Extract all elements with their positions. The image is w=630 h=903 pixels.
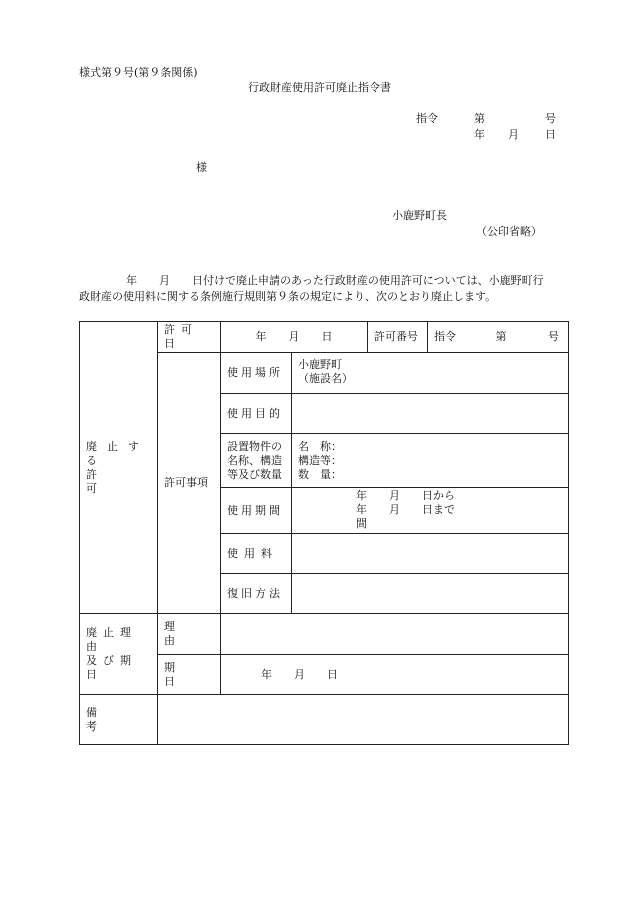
cell-use-place-label <box>221 353 292 394</box>
cell-restoration-value <box>292 574 569 614</box>
cell-usage-fee-value <box>292 534 569 574</box>
cell-reason-label <box>158 614 221 655</box>
header-month: 月 <box>508 128 519 141</box>
use-purpose-label: 使用目的 <box>227 406 283 420</box>
cell-permit-number-value <box>428 322 569 353</box>
header-day: 日 <box>545 128 556 141</box>
restoration-method-label: 復旧方法 <box>227 586 283 600</box>
reason-section-line2: 及び期日 <box>86 654 137 681</box>
due-date-label: 期日 <box>164 660 197 688</box>
cell-use-purpose-label <box>221 394 292 434</box>
use-place-town: 小鹿野町 <box>298 358 342 371</box>
section-revoked-line2: 許可 <box>86 467 141 495</box>
body-text-line2: 政財産の使用料に関する条例施行規則第９条の規定により、次のとおり廃止します。 <box>79 290 497 303</box>
body-text-line1: 年 月 日付けで廃止申請のあった行政財産の使用許可については、小鹿野町行 <box>126 274 544 287</box>
cell-permit-date-value <box>221 322 368 353</box>
use-period-from: 年 月 日から <box>356 489 455 502</box>
directive-dai: 第 <box>474 112 485 125</box>
issuer-name: 小鹿野町長 <box>392 209 447 222</box>
cell-permit-date-label <box>158 322 221 353</box>
cell-use-period-label <box>221 488 292 534</box>
seal-omitted-note: （公印省略） <box>476 225 542 238</box>
cell-use-period-value <box>292 488 569 534</box>
cell-use-purpose-value <box>292 394 569 434</box>
cell-usage-fee-label <box>221 534 292 574</box>
usage-fee-label: 使用料 <box>227 546 278 560</box>
cell-installed-items-value <box>292 434 569 488</box>
header-year: 年 <box>474 128 485 141</box>
permit-number-dai: 第 <box>495 330 507 343</box>
cell-remarks-label <box>80 695 158 745</box>
revocation-table <box>79 321 569 745</box>
item-quantity-label: 数 量： <box>298 467 342 481</box>
installed-items-line1: 設置物件の <box>227 439 282 453</box>
installed-items-line2: 名称、構造 <box>227 453 282 467</box>
cell-revoked-permit-section <box>80 322 158 614</box>
use-place-label: 使用場所 <box>227 366 283 379</box>
cell-reason-section <box>80 614 158 695</box>
permit-date-label: 許可日 <box>164 323 198 350</box>
use-period-label: 使用期間 <box>227 503 283 517</box>
permit-number-shirei: 指令 <box>434 330 456 343</box>
cell-permit-number-label <box>368 322 428 353</box>
directive-go: 号 <box>545 112 556 125</box>
cell-permit-matters-label <box>158 353 221 614</box>
directive-label: 指令 <box>416 112 438 125</box>
cell-due-date-value <box>221 655 569 695</box>
cell-remarks-value <box>158 695 569 745</box>
section-revoked-line1: 廃止する <box>86 439 149 467</box>
document-title: 行政財産使用許可廃止指令書 <box>248 81 391 94</box>
due-date-value: 年 月 日 <box>261 667 338 681</box>
reason-label: 理由 <box>164 620 197 647</box>
cell-restoration-label <box>221 574 292 614</box>
cell-due-date-label <box>158 655 221 695</box>
permit-number-go: 号 <box>548 330 559 343</box>
cell-installed-items-label <box>221 434 292 488</box>
cell-reason-value <box>221 614 569 655</box>
form-number: 様式第９号(第９条関係) <box>79 66 198 79</box>
permit-matters-label: 許可事項 <box>164 476 208 489</box>
use-place-facility: （施設名） <box>298 372 353 385</box>
remarks-label: 備考 <box>86 705 141 733</box>
cell-use-place-value <box>292 353 569 394</box>
use-period-ma: 間 <box>356 517 367 530</box>
permit-number-label: 許可番号 <box>374 330 418 343</box>
permit-date-value: 年 月 日 <box>255 330 333 343</box>
item-name-label: 名 称： <box>298 439 342 453</box>
use-period-to: 年 月 日まで <box>356 503 455 516</box>
reason-section-line1: 廃止理由 <box>86 626 137 653</box>
installed-items-line3: 等及び数量 <box>227 467 282 481</box>
addressee-suffix: 様 <box>196 161 207 174</box>
item-structure-label: 構造等： <box>298 453 342 467</box>
